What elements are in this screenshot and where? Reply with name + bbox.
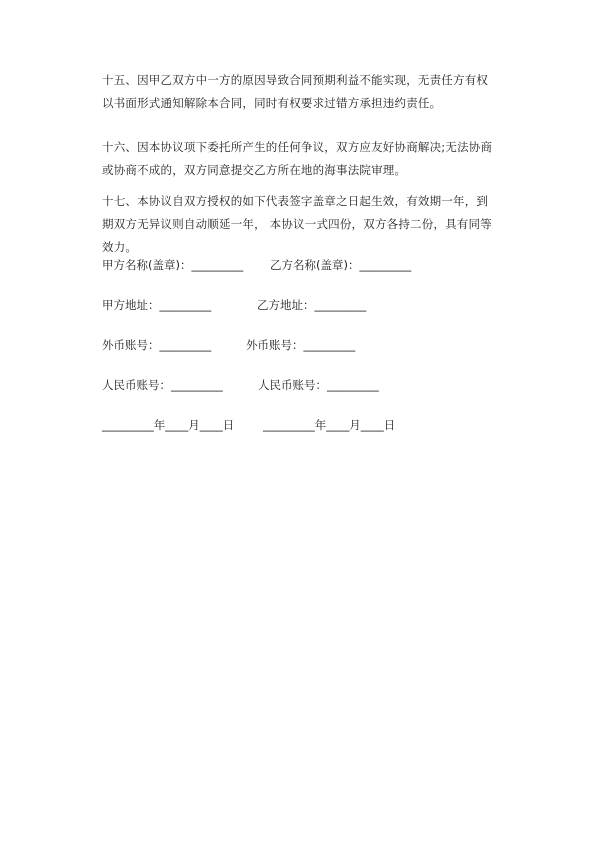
party-b-address-field: 乙方地址：_________ [257, 298, 367, 312]
signature-row-fx-accounts [102, 336, 356, 354]
party-b-name-field: 乙方名称(盖章)：_________ [270, 258, 412, 272]
signature-row-rmb-accounts [102, 376, 379, 394]
party-a-date-field: _________年____月____日 [102, 418, 235, 432]
signature-row-names [102, 256, 412, 274]
signature-row-addresses [102, 296, 367, 314]
party-a-rmb-account-field: 人民币账号：_________ [102, 378, 223, 392]
party-a-address-field: 甲方地址：_________ [102, 298, 212, 312]
party-b-rmb-account-field: 人民币账号：_________ [258, 378, 379, 392]
party-b-fx-account-field: 外币账号：_________ [246, 338, 356, 352]
clause-15: 十五、因甲乙双方中一方的原因导致合同预期利益不能实现，无责任方有权以书面形式通知解除本合同，同时有权要求过错方承担违约责任。 [102, 73, 489, 110]
clause-16: 十六、因本协议项下委托所产生的任何争议，双方应友好协商解决;无法协商或协商不成的，双方同意提交乙方所在地的海事法院审理。 [102, 140, 493, 177]
signature-row-dates [102, 416, 396, 434]
party-a-name-field: 甲方名称(盖章)：_________ [102, 258, 244, 272]
clause-17: 十七、本协议自双方授权的如下代表签字盖章之日起生效，有效期一年，到期双方无异议则自动顺延一年， 本协议一式四份，双方各持二份，具有同等效力。 [102, 194, 492, 254]
party-a-fx-account-field: 外币账号：_________ [102, 338, 212, 352]
party-b-date-field: _________年____月____日 [263, 418, 396, 432]
